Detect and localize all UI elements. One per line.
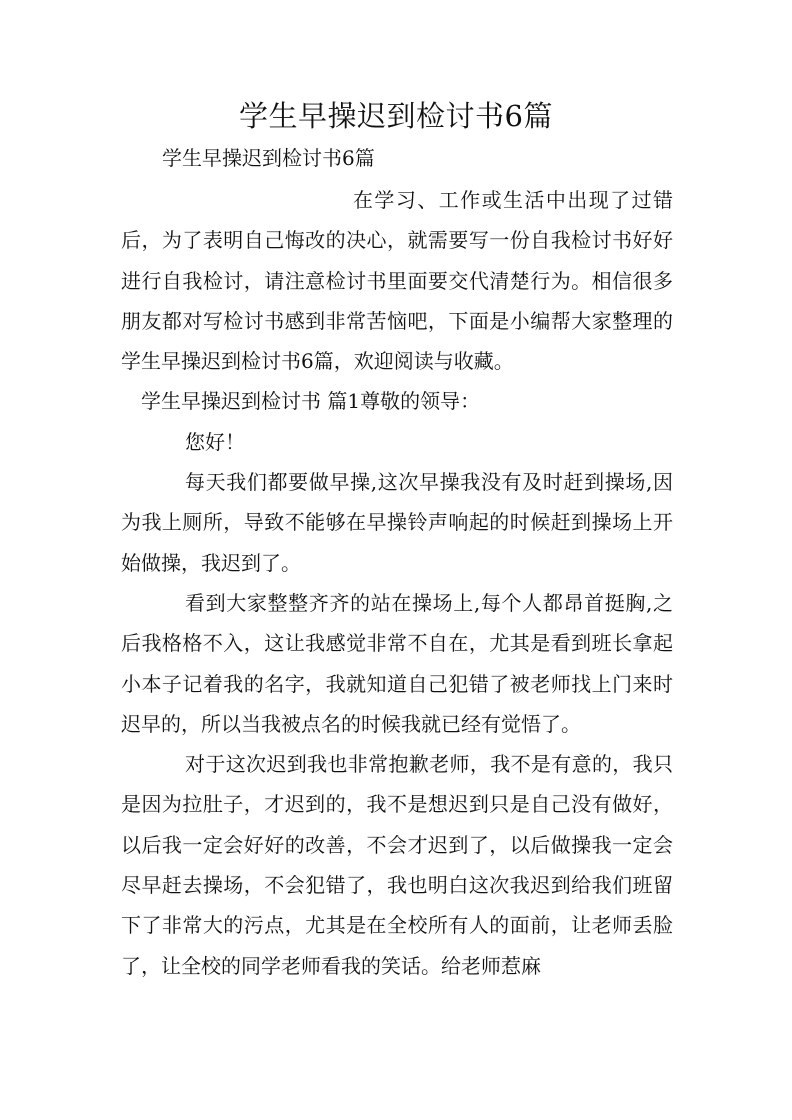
intro-paragraph: 在学习、工作或生活中出现了过错后，为了表明自己悔改的决心，就需要写一份自我检讨书好好进行自我检讨，请注意检讨书里面要交代清楚行为。相信很多朋友都对写检讨书感到非常苦恼吧，下面是小编帮大家整理的学生早操迟到检讨书6篇，欢迎阅读与收藏。 [121,188,673,374]
document-title: 学生早操迟到检讨书6篇 [239,99,553,133]
body-paragraph: 看到大家整整齐齐的站在操场上,每个人都昂首挺胸,之后我格格不入，这让我感觉非常不自在，尤其是看到班长拿起小本子记着我的名字，我就知道自己犯错了被老师找上门来时迟早的，所以当我被点名的时候我就已经有觉悟了。 [121,590,673,736]
body-paragraph: 每天我们都要做早操,这次早操我没有及时赶到操场,因为我上厕所，导致不能够在早操铃声响起的时候赶到操场上开始做操，我迟到了。 [121,470,673,575]
section-heading: 学生早操迟到检讨书 篇1尊敬的领导： [141,389,481,414]
body-paragraph: 对于这次迟到我也非常抱歉老师，我不是有意的，我只是因为拉肚子，才迟到的，我不是想迟到只是自己没有做好，以后我一定会好好的改善，不会才迟到了，以后做操我一定会尽早赶去操场，不会犯错了，我也明白这次我迟到给我们班留下了非常大的污点，尤其是在全校所有人的面前，让老师丢脸了，让全校的同学老师看我的笑话。给老师惹麻 [121,752,673,978]
greeting: 您好！ [185,429,245,454]
document-subtitle: 学生早操迟到检讨书6篇 [162,146,375,170]
document-body [121,180,673,986]
